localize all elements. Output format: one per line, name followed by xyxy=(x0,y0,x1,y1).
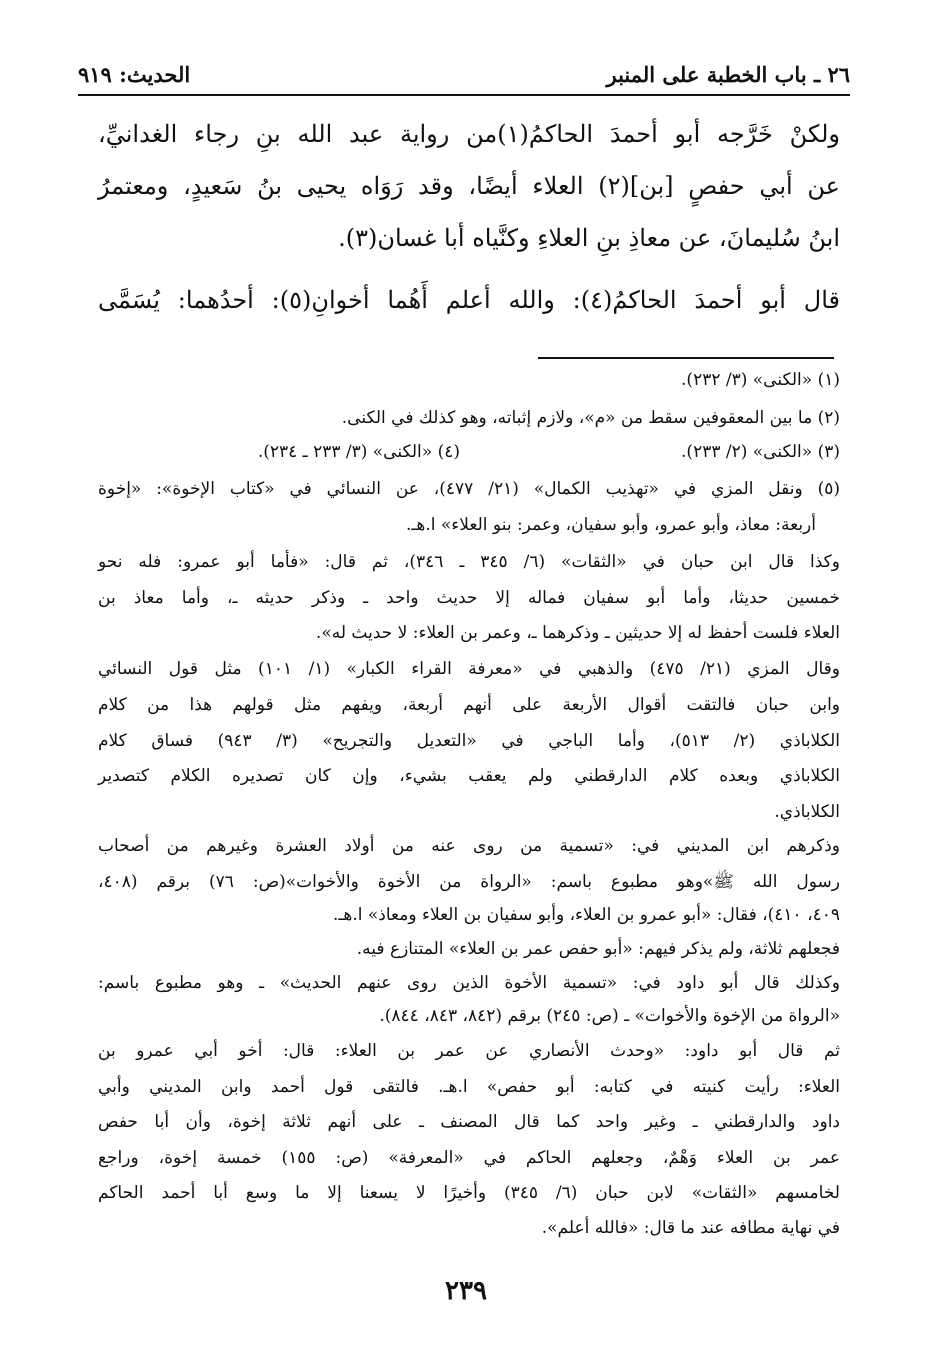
body-line: عن أبي حفصٍ [بن](٢) العلاء أيضًا، وقد رَوَاه يحيى بنُ سَعيدٍ، ومعتمرُ xyxy=(98,172,840,200)
footnote-5-line: وقال المزي (٢١/ ٤٧٥) والذهبي في «معرفة القراء الكبار» (١/ ١٠١) مثل قول النسائي xyxy=(98,659,840,679)
footnote-5-line: الكلاباذي (٢/ ٥١٣)، وأما الباجي في «التعديل والتجريح» (٣/ ٩٤٣) فساق كلام xyxy=(98,731,840,751)
footnote-5-line: رسول الله ﷺ»وهو مطبوع باسم: «الرواة من الأخوة والأخوات»(ص: ٧٦) برقم (٤٠٨، xyxy=(98,872,840,892)
footnote-2: (٢) ما بين المعقوفين سقط من «م»، ولازم إثباته، وهو كذلك في الكنى. xyxy=(341,408,840,428)
footnote-4: (٤) «الكنى» (٣/ ٢٣٣ ـ ٢٣٤). xyxy=(257,442,460,462)
footnote-5-line: العلاء فلست أحفظ له إلا حديثين ـ وذكرهما ـ، وعمر بن العلاء: لا حديث له». xyxy=(315,623,840,643)
body-line: ولكنْ خَرَّجه أبو أحمدَ الحاكمُ(١)من رواية عبد الله بنِ رجاء الغدانيِّ، xyxy=(98,120,840,148)
footnote-5-line: ثم قال أبو داود: «وحدث الأنصاري عن عمر بن العلاء: قال: أخو أبي عمرو بن xyxy=(98,1041,840,1061)
footnote-separator xyxy=(538,357,834,359)
footnote-5-line: الكلاباذي. xyxy=(774,802,840,822)
footnote-5-line: خمسين حديثا، وأما أبو سفيان فماله إلا حديث واحد ـ وذكر حديثه ـ، وأما معاذ بن xyxy=(98,588,840,608)
footnote-5-line: فجعلهم ثلاثة، ولم يذكر فيهم: «أبو حفص عمر بن العلاء» المتنازع فيه. xyxy=(356,939,840,959)
footnote-5-line: وابن حبان فالتقت أقوال الأربعة على أنهم أربعة، ويفهم مثل قولهم هذا من كلام xyxy=(98,695,840,715)
footnote-5-line: ٤٠٩، ٤١٠)، فقال: «أبو عمرو بن العلاء، وأبو سفيان بن العلاء ومعاذ» ا.هـ. xyxy=(333,905,840,925)
footnote-5-line: وكذا قال ابن حبان في «الثقات» (٦/ ٣٤٥ ـ ٣٤٦)، ثم قال: «فأما أبو عمرو: فله نحو xyxy=(98,552,840,572)
footnote-5-line: أربعة: معاذ، وأبو عمرو، وأبو سفيان، وعمر: بنو العلاء» ا.هـ. xyxy=(405,515,816,535)
footnote-1: (١) «الكنى» (٣/ ٢٣٢). xyxy=(681,370,840,390)
hadith-number: الحديث: ٩١٩ xyxy=(78,62,191,87)
footnote-5-line: العلاء: رأيت كنيته في كتابه: أبو حفص» ا.هـ. فالتقى قول أحمد وابن المديني وأبي xyxy=(98,1077,840,1097)
footnote-5-line: «الرواة من الإخوة والأخوات» ـ (ص: ٢٤٥) برقم (٨٤٢، ٨٤٣، ٨٤٤). xyxy=(379,1006,840,1026)
footnote-5-line: وكذلك قال أبو داود في: «تسمية الأخوة الذين روى عنهم الحديث» ـ وهو مطبوع باسم: xyxy=(98,973,840,993)
body-line: قال أبو أحمدَ الحاكمُ(٤): والله أعلم أَهُما أخوانِ(٥): أحدُهما: يُسَمَّى xyxy=(98,286,840,314)
footnote-5-line: الكلاباذي وبعده كلام الدارقطني ولم يعقب بشيء، وإن كان تصديره الكلام كتصدير xyxy=(98,766,840,786)
chapter-title: ٢٦ ـ باب الخطبة على المنبر xyxy=(606,62,850,87)
footnote-5-line: وذكرهم ابن المديني في: «تسمية من روى عنه من أولاد العشرة وغيرهم من أصحاب xyxy=(98,836,840,856)
footnote-5-line: (٥) ونقل المزي في «تهذيب الكمال» (٢١/ ٤٧٧)، عن النسائي في «كتاب الإخوة»: «إخوة xyxy=(98,479,841,499)
footnote-5-line: عمر بن العلاء وَهْمٌ، وجعلهم الحاكم في «المعرفة» (ص: ١٥٥) خمسة إخوة، وراجع xyxy=(98,1148,840,1168)
footnote-5-line: داود والدارقطني ـ وغير واحد كما قال المصنف ـ على أنهم ثلاثة إخوة، وأن أبا حفص xyxy=(98,1112,840,1132)
header-rule xyxy=(78,94,850,96)
body-line: ابنُ سُليمانَ، عن معاذِ بنِ العلاءِ وكنَّياه أبا غسان(٣). xyxy=(338,224,840,252)
footnote-5-line: في نهاية مطافه عند ما قال: «فالله أعلم». xyxy=(541,1218,840,1238)
footnote-5-line: لخامسهم «الثقات» لابن حبان (٦/ ٣٤٥) وأخيرًا لا يسعنا إلا ما وسع أبا أحمد الحاكم xyxy=(98,1183,840,1203)
footnote-3: (٣) «الكنى» (٢/ ٢٣٣). xyxy=(681,442,840,462)
page-number: ٢٣٩ xyxy=(445,1276,487,1306)
running-header xyxy=(78,62,850,92)
